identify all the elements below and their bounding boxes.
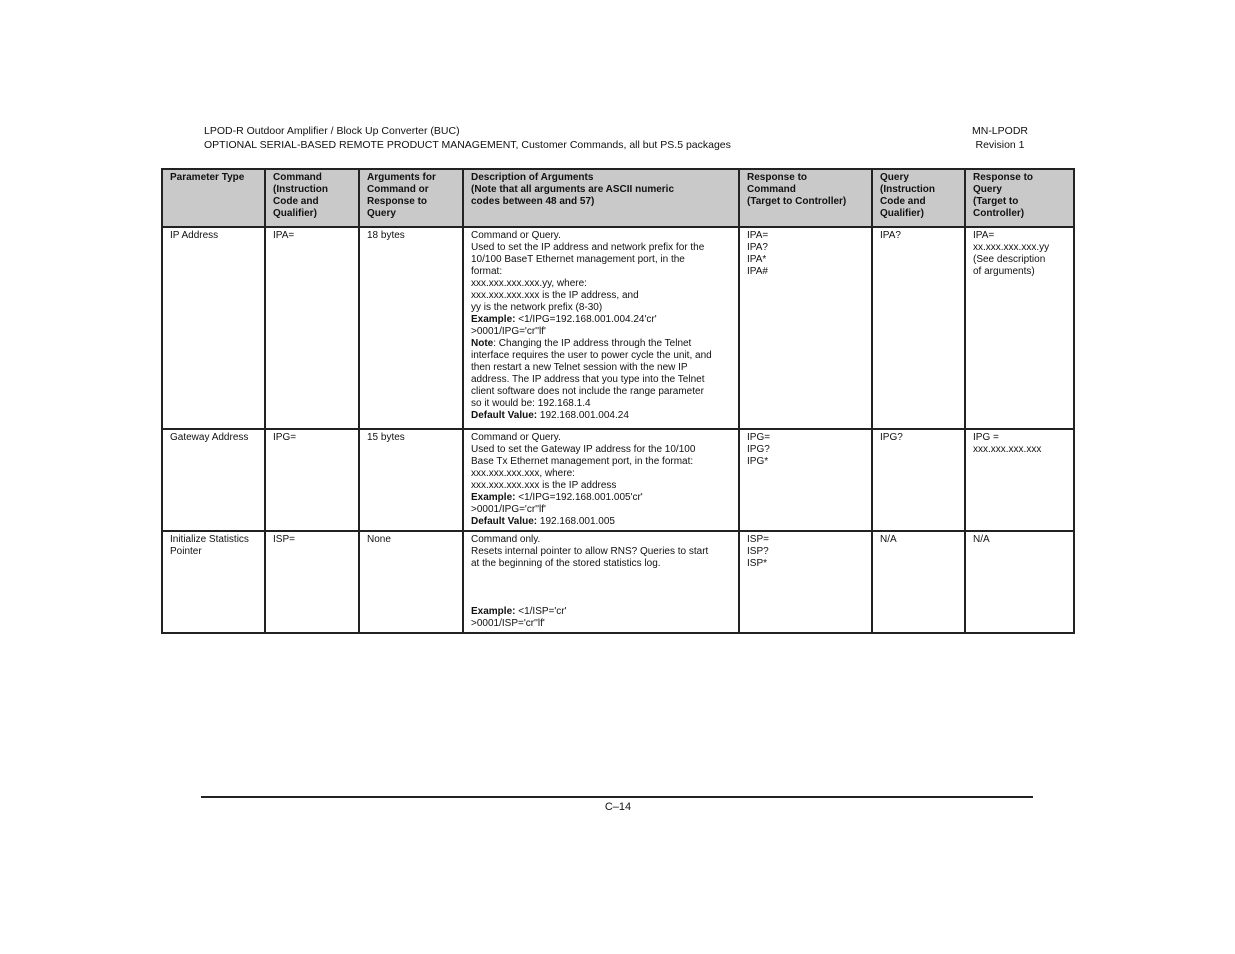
example-response: >0001/ISP='cr''lf' xyxy=(471,618,545,629)
page-number: C–14 xyxy=(604,801,632,813)
header-text: Command xyxy=(273,172,322,183)
response-line: (See description xyxy=(973,254,1046,265)
example-response: >0001/IPG='cr''lf' xyxy=(471,326,546,337)
header-text: Query xyxy=(973,184,1002,195)
response-line: IPA= xyxy=(747,230,769,241)
example-line xyxy=(471,314,733,326)
col-header-description xyxy=(463,169,739,227)
note-line xyxy=(471,338,733,350)
cell-command: ISP= xyxy=(265,531,359,633)
header-text: (Instruction xyxy=(273,184,328,195)
header-line-1: LPOD-R Outdoor Amplifier / Block Up Converter (BUC) xyxy=(204,125,460,137)
example-value: <1/IPG=192.168.001.004.24'cr' xyxy=(518,314,657,325)
table-header-row xyxy=(162,169,1074,227)
example-value: <1/ISP='cr' xyxy=(518,606,567,617)
parameter-line: Initialize Statistics xyxy=(170,534,249,545)
desc-line: Base Tx Ethernet management port, in the format: xyxy=(471,456,694,467)
example-response: >0001/IPG='cr''lf' xyxy=(471,504,546,515)
response-line: xx.xxx.xxx.xxx.yy xyxy=(973,242,1050,253)
example-line xyxy=(471,606,733,618)
desc-line: Used to set the Gateway IP address for the 10/100 xyxy=(471,444,696,455)
cell-arguments: 18 bytes xyxy=(359,227,463,429)
header-text: (Target to xyxy=(973,196,1019,207)
cell-query: N/A xyxy=(872,531,965,633)
response-line: N/A xyxy=(973,534,990,545)
header-text: Description of Arguments xyxy=(471,172,594,183)
desc-line: at the beginning of the stored statistics log. xyxy=(471,558,661,569)
header-text: Code and xyxy=(273,196,319,207)
parameter-line: Pointer xyxy=(170,546,202,557)
desc-line: xxx.xxx.xxx.xxx.yy, where: xyxy=(471,278,587,289)
doc-id: MN-LPODR xyxy=(971,125,1028,137)
response-line: of arguments) xyxy=(973,266,1035,277)
table-row xyxy=(162,227,1074,429)
header-text: (Target to Controller) xyxy=(747,196,847,207)
header-text: (Instruction xyxy=(880,184,935,195)
header-text: Command xyxy=(747,184,796,195)
header-text: Query xyxy=(367,208,396,219)
cell-description xyxy=(463,429,739,531)
note-text: client software does not include the range parameter xyxy=(471,386,704,397)
desc-line: format: xyxy=(471,266,503,277)
header-text: Code and xyxy=(880,196,926,207)
table-row xyxy=(162,531,1074,633)
desc-line: xxx.xxx.xxx.xxx, where: xyxy=(471,468,575,479)
col-header-response-command xyxy=(739,169,872,227)
response-line: IPA# xyxy=(747,266,768,277)
response-line: IPA* xyxy=(747,254,767,265)
cell-parameter: Gateway Address xyxy=(162,429,265,531)
document-header-id xyxy=(930,124,1070,152)
desc-line: Command or Query. xyxy=(471,230,561,241)
header-text: Qualifier) xyxy=(273,208,317,219)
cell-response-command xyxy=(739,429,872,531)
header-line-2: OPTIONAL SERIAL-BASED REMOTE PRODUCT MANAGEMENT, Customer Commands, all but PS.5 packages xyxy=(204,139,731,151)
response-line: IPG = xyxy=(973,432,999,443)
header-text: Parameter Type xyxy=(170,172,245,183)
cell-query: IPG? xyxy=(872,429,965,531)
desc-line: 10/100 BaseT Ethernet management port, in the xyxy=(471,254,685,265)
cell-command: IPG= xyxy=(265,429,359,531)
cell-parameter: IP Address xyxy=(162,227,265,429)
example-line xyxy=(471,492,733,504)
header-text: Response to xyxy=(747,172,808,183)
cell-response-query xyxy=(965,531,1074,633)
response-line: IPA= xyxy=(973,230,995,241)
example-value: <1/IPG=192.168.001.005'cr' xyxy=(518,492,643,503)
table-row xyxy=(162,429,1074,531)
example-label: Example: xyxy=(471,492,516,503)
desc-line: yy is the network prefix (8-30) xyxy=(471,302,603,313)
command-table xyxy=(161,168,1075,634)
cell-command: IPA= xyxy=(265,227,359,429)
default-value: 192.168.001.005 xyxy=(539,516,615,527)
cell-response-command xyxy=(739,227,872,429)
default-line xyxy=(471,516,733,528)
header-text: (Note that all arguments are ASCII numeric xyxy=(471,184,675,195)
default-label: Default Value: xyxy=(471,516,538,527)
col-header-command xyxy=(265,169,359,227)
desc-line: xxx.xxx.xxx.xxx is the IP address, and xyxy=(471,290,639,301)
col-header-arguments xyxy=(359,169,463,227)
note-text: then restart a new Telnet session with the new IP xyxy=(471,362,688,373)
col-header-query xyxy=(872,169,965,227)
cell-response-query xyxy=(965,429,1074,531)
header-text: Query xyxy=(880,172,909,183)
footer-divider xyxy=(201,796,1033,798)
header-text: Response to xyxy=(973,172,1034,183)
cell-query: IPA? xyxy=(872,227,965,429)
response-line: IPG* xyxy=(747,456,769,467)
default-label: Default Value: xyxy=(471,410,538,421)
cell-description xyxy=(463,531,739,633)
note-text: address. The IP address that you type into the Telnet xyxy=(471,374,705,385)
note-text: : Changing the IP address through the Telnet xyxy=(493,338,692,349)
document-header-title xyxy=(204,124,731,152)
cell-parameter xyxy=(162,531,265,633)
note-text: interface requires the user to power cycle the unit, and xyxy=(471,350,712,361)
cell-response-command xyxy=(739,531,872,633)
revision: Revision 1 xyxy=(975,139,1025,151)
response-line: IPA? xyxy=(747,242,768,253)
example-label: Example: xyxy=(471,606,516,617)
default-line xyxy=(471,410,733,422)
desc-line: Resets internal pointer to allow RNS? Queries to start xyxy=(471,546,709,557)
note-text: so it would be: 192.168.1.4 xyxy=(471,398,591,409)
cell-response-query xyxy=(965,227,1074,429)
response-line: ISP* xyxy=(747,558,768,569)
note-label: Note xyxy=(471,338,494,349)
response-line: IPG= xyxy=(747,432,771,443)
col-header-parameter-type xyxy=(162,169,265,227)
example-label: Example: xyxy=(471,314,516,325)
header-text: Command or xyxy=(367,184,429,195)
spacer xyxy=(471,570,733,606)
default-value: 192.168.001.004.24 xyxy=(539,410,629,421)
cell-arguments: None xyxy=(359,531,463,633)
response-line: xxx.xxx.xxx.xxx xyxy=(973,444,1042,455)
col-header-response-query xyxy=(965,169,1074,227)
desc-line: Used to set the IP address and network prefix for the xyxy=(471,242,705,253)
cell-description xyxy=(463,227,739,429)
response-line: ISP= xyxy=(747,534,769,545)
header-text: Arguments for xyxy=(367,172,436,183)
header-text: Controller) xyxy=(973,208,1025,219)
header-text: Qualifier) xyxy=(880,208,924,219)
response-line: ISP? xyxy=(747,546,769,557)
header-text: codes between 48 and 57) xyxy=(471,196,595,207)
cell-arguments: 15 bytes xyxy=(359,429,463,531)
header-text: Response to xyxy=(367,196,428,207)
desc-line: Command only. xyxy=(471,534,541,545)
desc-line: Command or Query. xyxy=(471,432,561,443)
response-line: IPG? xyxy=(747,444,770,455)
desc-line: xxx.xxx.xxx.xxx is the IP address xyxy=(471,480,617,491)
